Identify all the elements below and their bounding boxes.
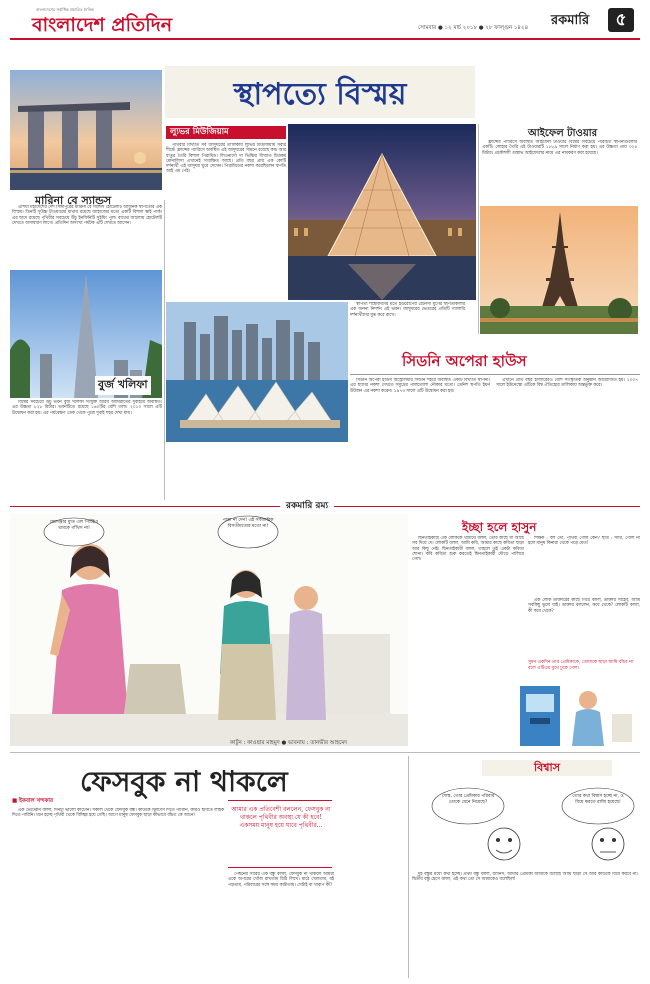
masthead-tagline: বাংলাদেশের সর্বাধিক প্রচারিত দৈনিক	[36, 7, 94, 12]
facebook-quote: আমার এক প্রতিবেশী বললেন, ফেসবুক না থাকলে পৃথিবীর অবস্থা যে কী হবে! একসময় মানুষ হয়ে যাবে পৃথিবীর...	[231, 806, 331, 829]
eiffel-text	[482, 140, 637, 202]
sydney-heading: সিডনি অপেরা হাউস	[402, 352, 527, 370]
bishwas-text	[412, 872, 638, 978]
column-rule	[408, 756, 409, 978]
louvre-text-2	[350, 302, 465, 352]
marina-bay-photo	[10, 70, 162, 190]
jokes-paragraph-3: এক লোক ডাক্তারের কাছে গিয়ে বলল, ডাক্তার সাহেব, আমি সবকিছু ভুলে যাই। ডাক্তার বললেন, কবে থেকে? লোকটি বলল, কী কবে থেকে?	[528, 598, 640, 614]
jokes-paragraph: ছিনতাইকারী এক লোককে থামিয়ে বলল, তোর কাছে যা আছে সব দিয়ে দে। লোকটি বলল, আমি কবি, আমার কাছে কবিতা ছাড়া আর কিছু নেই। ছিনতাইকারী বলল, তাহলে তুই একটা কবিতা শোনা। কবি কবিতা শুরু করতেই ছিনতাইকারী দৌড়ে পালিয়ে গেল।	[412, 536, 524, 563]
louvre-heading-box	[166, 126, 286, 139]
bishwas-heading: বিশ্বাস	[533, 761, 560, 774]
jokes-paragraph-2: শিক্ষক : বল তো, পৃথিবী গোল কেন? ছাত্র : স্যার, গোল না হলে মানুষ কিনারা থেকে পড়ে যেত!	[528, 536, 640, 547]
masthead-section: রকমারি	[551, 13, 590, 28]
sydney-paragraph-2: এখানে প্রতি বছর হাজারেরও বেশি সাংস্কৃতিক অনুষ্ঠান আয়োজিত হয়। ২০০৭ সালে ইউনেস্কো এটিকে বিশ্ব ঐতিহ্যের তালিকায় অন্তর্ভুক্ত করে।	[496, 378, 638, 389]
eiffel-paragraph: ফ্রান্সের প্যারিসে অবস্থিত আইফেল টাওয়ার বিশ্বের সবচেয়ে পরিচিত স্থাপনাগুলোর একটি। লোহার তৈরি এই টাওয়ারটি ১৮৮৯ সালে নির্মাণ করা হয়। এর উচ্চতা প্রায় ৩২৪ মিটার। প্রকৌশলী গুস্তাভ আইফেলের নামে এর নামকরণ করা হয়েছে।	[482, 140, 637, 156]
bishwas-paragraph: দুই বন্ধুর মধ্যে কথা হচ্ছে। প্রথম বন্ধু বলল, জানিস, আমার প্রেমিকা আমাকে বলেছে আমি ছাড়া সে আর কাউকে বিয়ে করবে না। দ্বিতীয় বন্ধু হেসে বলল, এই কথা তো সে আমাকেও বলেছিল!	[412, 872, 638, 883]
sydney-paragraph: সিডনি অপেরা হাউস অস্ট্রেলিয়ার সিডনি শহরে অবস্থিত একটি বিখ্যাত স্থাপনা। এর ছাদের নকশা দেখতে সমুদ্রের পালতোলা নৌকার মতো। ডেনিশ স্থপতি ইয়র্ন উটজন এর নকশা করেন। ১৯৭৩ সালে এটি উদ্বোধন করা হয়।	[350, 378, 490, 394]
sydney-text	[350, 378, 490, 498]
louvre-photo	[288, 124, 476, 300]
facebook-paragraph: এক ভেটেরান বলল, দিনটা ভালো কাটেনি। সকাল থেকে ফেসবুক বন্ধ। কাউকে স্ট্যাটাস দিতে পারিনি, কারও ছবিতে লাইক দিতে পারিনি। মনে হচ্ছে পৃথিবী থেকে বিচ্ছিন্ন হয়ে গেছি। আগে মানুষ ফেসবুক ছাড়া কীভাবে বাঁচত কে জানে!	[12, 808, 224, 819]
facebook-title: ফেসবুক না থাকলে	[80, 765, 288, 798]
masthead-date: সোমবার ● ১২ মার্চ ২০১৮ ● ২৮ ফাল্গুন ১৪২৪	[418, 25, 529, 31]
sydney-text-2	[496, 378, 638, 498]
louvre-paragraph: পৃথিবীর বিখ্যাত সব জাদুঘরের তালিকায় ল্যুভর মিউজিয়াম সবার শীর্ষে। ফ্রান্সের প্যারিসে অবস্থিত এই জাদুঘরের সামনে রয়েছে কাচ আর ধাতুর তৈরি বিশাল পিরামিড। লিওনার্দো দা ভিঞ্চির বিখ্যাত চিত্রকর্ম মোনালিসা এখানেই সংরক্ষিত আছে। প্রতি বছর প্রায় এক কোটি দর্শনার্থী এই জাদুঘর ঘুরে দেখেন। পিরামিডের নকশা করেছিলেন স্থপতি আই এম পেই।	[166, 143, 286, 175]
atm-caption: সুমন একদিন তার প্রেমিকাকে, তোমাকে ছাড়া আমি বাঁচব না বলে এটিএম বুথে ঢুকে গেল।	[528, 660, 634, 671]
humor-section-label: রকমারি রম্য	[280, 498, 334, 513]
burj-text	[12, 400, 162, 462]
marina-text	[12, 205, 162, 269]
masthead	[28, 5, 628, 37]
atm-illustration	[520, 684, 640, 746]
burj-paragraph: বিশ্বের সবচেয়ে উঁচু ভবন বুর্জ খলিফা সংযুক্ত আরব আমিরাতের দুবাইয়ে অবস্থিত। এর উচ্চতা ৮২৮ মিটার। ভবনটিতে রয়েছে ১৬০টির বেশি তলা। ২০১০ সালে এটি উদ্বোধন করা হয়। এর পর্যবেক্ষণ ডেক থেকে পুরো দুবাই শহর দেখা যায়।	[12, 400, 162, 416]
speech-bubble-2: পাত্তা না দেন! এই সবজারিক বিসতীমত্যের মতো না!	[222, 518, 274, 529]
jokes-text-2	[528, 536, 640, 596]
facebook-byline: ■ ইকবাল খন্দকার	[12, 798, 53, 804]
jokes-text	[412, 536, 524, 746]
louvre-heading: ল্যুভর মিউজিয়াম	[170, 127, 229, 137]
eiffel-photo	[480, 206, 638, 334]
column-rule	[478, 124, 479, 334]
marina-paragraph: এশিয়া মহাদেশের দেশ সিঙ্গাপুরের মারিনা বে স্যান্ডস হোটেলটি আধুনিক স্থাপত্যের এক বিস্ময়। তিনটি সুউচ্চ টাওয়ারের মাথায় রয়েছে জাহাজের মতো একটি বিশাল স্কাই পার্ক। এর ছাদে রয়েছে পৃথিবীর সবচেয়ে উঁচু ইনফিনিটি সুইমিং পুল। রাতের আলোয় হোটেলটি দেখতে অসাধারণ লাগে। প্রতিদিন অসংখ্য পর্যটক এটি দেখতে আসেন।	[12, 205, 162, 226]
sydney-opera-photo	[166, 302, 348, 442]
eiffel-heading: আইফেল টাওয়ার	[528, 128, 598, 139]
jokes-text-3	[528, 598, 640, 658]
marina-heading: মারিনা বে স্যান্ডস	[35, 194, 112, 207]
section-rule	[10, 752, 640, 753]
sydney-rule	[350, 374, 640, 375]
facebook-text	[12, 808, 224, 978]
masthead-logo: বাংলাদেশ প্রতিদিন	[32, 14, 173, 36]
speech-bubble-1: মেসেঞ্জার ম্যুড এল পিটিইও থামকে গাঁথিস না!	[49, 520, 99, 531]
feature-title: স্থাপত্যে বিস্ময়	[233, 77, 407, 112]
louvre-paragraph-2: স্থাপত্য শাস্ত্রবিদদের মতে ইউরোপের রেনেসাঁ যুগের স্থাপত্যকলার এক অনন্য নিদর্শন এই ভবন। জাদুঘরের ভেতরের প্রতিটি গ্যালারি দর্শনার্থীদের মুগ্ধ করে রাখে।	[350, 302, 465, 318]
burj-heading: বুর্জ খলিফা	[95, 376, 151, 395]
masthead-rule	[10, 38, 640, 40]
jokes-heading: ইচ্ছা হলে হাসুন	[462, 520, 537, 534]
facebook-text-2	[228, 872, 334, 978]
page-number: ৫	[615, 10, 627, 30]
column-rule	[164, 200, 165, 500]
page-number-badge	[608, 8, 634, 32]
bishwas-bubble-2: তোর কথা বিশ্বাস হচ্ছে না, ও বিয়ে করতে রাজি হয়েছে!	[572, 794, 624, 805]
facebook-paragraph-2: পেছনের সারির এক বন্ধু বলল, ফেসবুক না থাকলে আমরা একে অপরের খোঁজ রাখতাম চিঠি লিখে। মাঠে খেলতাম, বই পড়তাম, পরিবারের সঙ্গে সময় কাটাতাম। সেটাই বা খারাপ কী?	[228, 872, 334, 888]
bishwas-bubble-1: দোস্ত, তোর প্রেমিকার পরিবার তোকে মেনে নিয়েছে?	[441, 794, 495, 805]
cartoon	[10, 514, 408, 746]
cartoon-credit: কার্টুন : কাওছার মাহমুদ ● ভাবনায় : তানভীর আহমেদ	[230, 740, 348, 746]
louvre-text	[166, 143, 286, 303]
